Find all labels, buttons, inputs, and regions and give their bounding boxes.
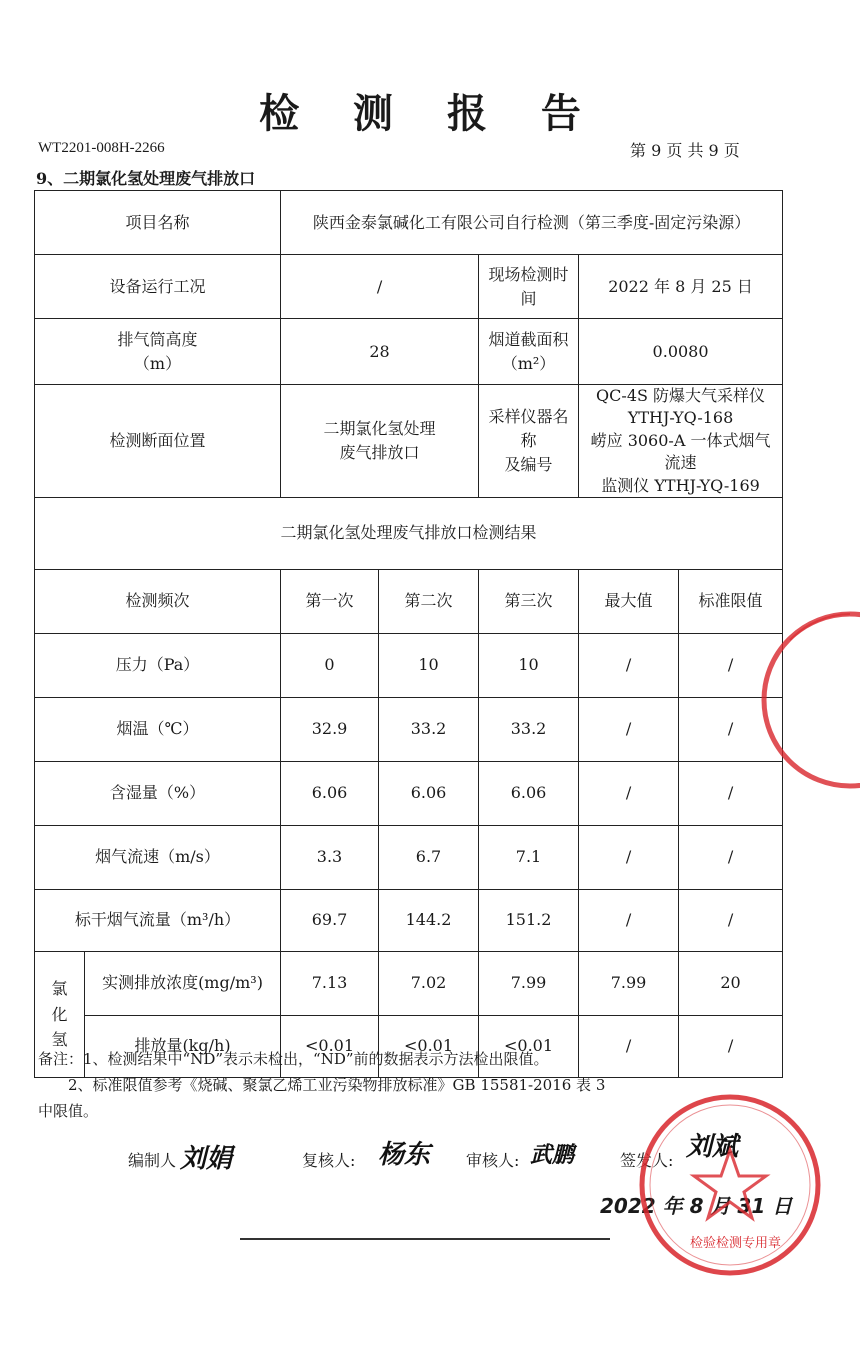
cell-value: 151.2 [479,889,579,951]
cell-value: 33.2 [379,697,479,761]
cell-value: 7.99 [479,951,579,1015]
group-char: 氢 [51,1030,68,1050]
table-row [35,633,783,697]
reviewer-signature: 武鹏 [530,1143,575,1168]
seal-label: 检验检测专用章 [690,1236,782,1251]
section-value [281,385,479,498]
cell-value: <0.01 [479,1015,579,1077]
cell-value: 7.13 [281,951,379,1015]
cell-value: 6.06 [379,761,479,825]
page-info: 第 9 页 共 9 页 [630,141,740,160]
row-label: 烟气流速（m/s） [35,825,281,889]
row-label: 排放量(kg/h) [85,1015,281,1077]
cell-value: 6.7 [379,825,479,889]
header-frequency: 检测频次 [35,569,281,633]
cell-limit: / [679,889,783,951]
cell-value: 32.9 [281,697,379,761]
project-value: 陕西金泰氯碱化工有限公司自行检测（第三季度-固定污染源） [281,191,783,255]
header-third: 第三次 [479,569,579,633]
time-label: 现场检测时间 [479,255,579,319]
instrument-label-line2: 及编号 [504,454,553,474]
instrument-value-line2: YTHJ-YQ-168 [627,408,734,428]
report-title: 检 测 报 告 [259,90,601,137]
instrument-label-line1: 采样仪器名称 [488,406,569,450]
cell-value: 0 [281,633,379,697]
header-first: 第一次 [281,569,379,633]
row-label: 含湿量（%） [35,761,281,825]
cell-max: / [579,697,679,761]
header-max: 最大值 [579,569,679,633]
cell-max: / [579,761,679,825]
instrument-value-line1: QC-4S 防爆大气采样仪 [596,386,766,405]
cell-limit: 20 [679,951,783,1015]
table-row [35,761,783,825]
checker-label: 复核人: [302,1151,356,1170]
divider [240,1238,610,1240]
cell-limit: / [679,1015,783,1077]
cell-limit: / [679,761,783,825]
cell-value: 144.2 [379,889,479,951]
row-label: 压力（Pa） [35,633,281,697]
cell-value: 6.06 [479,761,579,825]
reviewer-label: 审核人: [466,1151,520,1170]
group-char: 氯 [51,979,68,999]
cell-value: 33.2 [479,697,579,761]
header-limit: 标准限值 [679,569,783,633]
note-line1: 备注：1、检测结果中“ND”表示未检出，“ND”前的数据表示方法检出限值。 [38,1050,549,1068]
report-code: WT2201-008H-2266 [38,140,165,156]
issuer-label: 签发人: [620,1151,674,1170]
cell-value: 7.1 [479,825,579,889]
cell-limit: / [679,697,783,761]
results-title: 二期氯化氢处理废气排放口检测结果 [35,497,783,569]
section-value-line2: 废气排放口 [339,442,420,462]
cell-value: 6.06 [281,761,379,825]
instrument-value [579,385,783,498]
cell-limit: / [679,633,783,697]
height-label-line1: 排气筒高度 [117,329,198,349]
height-value: 28 [281,319,479,385]
cell-value: 3.3 [281,825,379,889]
row-label: 标干烟气流量（m³/h） [35,889,281,951]
equip-label: 设备运行工况 [35,255,281,319]
cell-limit: / [679,825,783,889]
time-value: 2022 年 8 月 25 日 [579,255,783,319]
instrument-value-line4: 监测仪 YTHJ-YQ-169 [601,475,760,495]
cell-max: / [579,633,679,697]
cell-value: <0.01 [281,1015,379,1077]
area-label: 烟道截面积（m²） [479,319,579,385]
table-row [35,889,783,951]
issuer-signature: 刘斌 [686,1132,739,1162]
cell-max: / [579,825,679,889]
section-label: 检测断面位置 [35,385,281,498]
group-char: 化 [51,1004,68,1024]
height-label-line2: （m） [133,353,182,373]
area-value: 0.0080 [579,319,783,385]
table-row [35,825,783,889]
compiler-signature: 刘娟 [180,1144,233,1174]
notes [38,1046,778,1124]
table-row [35,697,783,761]
row-label: 实测排放浓度(mg/m³) [85,951,281,1015]
cell-value: 10 [479,633,579,697]
note-line2: 2、标准限值参考《烧碱、聚氯乙烯工业污染物排放标准》GB 15581-2016 表 3 [38,1076,606,1094]
project-label: 项目名称 [35,191,281,255]
checker-signature: 杨东 [378,1140,431,1170]
section-value-line1: 二期氯化氢处理 [323,418,436,438]
height-label [35,319,281,385]
equip-value: / [281,255,479,319]
cell-max: 7.99 [579,951,679,1015]
cell-value: 7.02 [379,951,479,1015]
table-row [35,951,783,1015]
cell-value: 69.7 [281,889,379,951]
note-line3: 中限值。 [38,1102,99,1120]
report-table [34,190,783,1078]
cell-value: 10 [379,633,479,697]
cell-value: <0.01 [379,1015,479,1077]
section-title: 9、二期氯化氢处理废气排放口 [36,169,256,188]
instrument-label [479,385,579,498]
instrument-value-line3: 崂应 3060-A 一体式烟气流速 [590,430,771,473]
cell-max: / [579,889,679,951]
cell-max: / [579,1015,679,1077]
compiler-label: 编制人 [128,1151,177,1170]
sign-date: 2022 年 8 月 31 日 [600,1194,793,1218]
header-second: 第二次 [379,569,479,633]
row-label: 烟温（℃） [35,697,281,761]
